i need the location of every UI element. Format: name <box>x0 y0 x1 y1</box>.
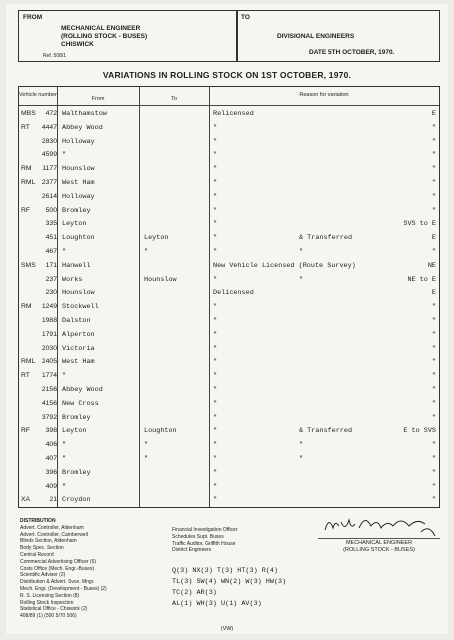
vehicle-number: 2830 <box>41 137 57 145</box>
status-code: " <box>431 482 436 491</box>
reason-text: " <box>213 413 218 422</box>
from-garage: Leyton <box>62 427 87 436</box>
from-garage: Dalston <box>62 317 91 325</box>
reason-text: " <box>213 137 218 146</box>
from-garage: West Ham <box>62 358 95 367</box>
from-label: FROM <box>23 14 43 21</box>
status-code: " <box>431 386 436 394</box>
table-row <box>19 205 439 218</box>
reason-text: " <box>213 123 218 132</box>
vehicle-number: 500 <box>45 206 57 214</box>
to-garage: " <box>144 248 149 256</box>
depot-code-line: TC(2) AR(3) <box>172 589 217 597</box>
distribution-item: R. S. Licensing Section (8) <box>20 592 80 599</box>
from-garage: " <box>62 455 67 463</box>
status-code: E to SVS <box>403 427 436 436</box>
status-code: " <box>431 468 436 477</box>
table-row <box>19 356 439 369</box>
distribution-item: Distribution & Advert. Svce. Mngr. <box>20 579 95 586</box>
status-code: SVS to E <box>403 220 436 229</box>
signatory-title: MECHANICAL ENGINEER <box>345 540 413 546</box>
vehicle-number: 2405 <box>41 358 57 366</box>
from-address <box>61 25 147 49</box>
status-code: NE to E <box>407 275 436 284</box>
status-code: " <box>431 248 436 256</box>
distribution-item: Mech. Engr. (Development - Buses) (2) <box>20 585 107 592</box>
vehicle-class: XA <box>21 496 31 504</box>
from-garage: Croydon <box>62 496 91 505</box>
status-code: " <box>431 496 436 505</box>
vehicle-number: 409 <box>45 482 57 490</box>
transfer-note: & Transferred <box>299 427 353 436</box>
vehicle-class: MBS <box>21 110 36 117</box>
to-garage: Hounslow <box>144 275 177 284</box>
table-row <box>19 467 439 480</box>
vehicle-number: 230 <box>45 289 57 297</box>
to-garage: " <box>144 455 149 463</box>
to-recipient: DIVISIONAL ENGINEERS <box>277 33 355 40</box>
vehicle-number: 1791 <box>41 330 57 338</box>
table-row <box>19 481 439 494</box>
reason-text: " <box>213 165 218 174</box>
document-date: DATE 5TH OCTOBER, 1970. <box>309 49 395 56</box>
table-row <box>19 177 439 190</box>
table-row <box>19 343 439 356</box>
vehicle-class: RF <box>21 206 31 214</box>
distribution-item: Schedules Supt. Buses <box>172 533 224 540</box>
status-code: " <box>431 372 436 381</box>
from-line: MECHANICAL ENGINEER <box>61 25 141 32</box>
status-code: " <box>431 330 436 339</box>
from-garage: Works <box>62 275 83 284</box>
from-garage: " <box>62 248 67 256</box>
vehicle-number: 2377 <box>41 179 57 186</box>
vehicle-number: 4599 <box>41 151 57 159</box>
status-code: " <box>431 413 436 422</box>
to-label: TO <box>241 14 250 21</box>
vehicle-number: 4447 <box>41 123 57 131</box>
vehicle-number: 4156 <box>41 399 57 407</box>
reason-text: Relicensed <box>213 110 254 118</box>
table-row <box>19 494 439 507</box>
reason-text: " <box>213 344 218 353</box>
depot-code-line: Q(3) NX(3) T(3) HT(3) R(4) <box>172 567 279 575</box>
from-garage: " <box>62 372 67 381</box>
transfer-note: " <box>299 455 304 463</box>
from-line: CHISWICK <box>61 41 94 48</box>
table-row <box>19 315 439 328</box>
table-row <box>19 246 439 259</box>
reason-text: " <box>213 358 218 367</box>
reference-number: Ref. 508/1 <box>43 53 67 59</box>
status-code: E <box>431 234 436 243</box>
status-code: " <box>431 123 436 132</box>
distribution-item: Central Record <box>20 551 54 558</box>
distribution-item: Commercial Advertising Officer (6) <box>20 558 97 565</box>
from-box <box>18 10 238 62</box>
status-code: " <box>431 179 436 187</box>
from-garage: Stockwell <box>62 303 99 312</box>
table-row <box>19 287 439 300</box>
status-code: " <box>431 317 436 325</box>
vehicle-class: RML <box>21 179 36 186</box>
footer-mark: (VW) <box>220 626 234 632</box>
vehicle-number: 1988 <box>41 317 57 324</box>
from-garage: Hounslow <box>62 165 95 174</box>
from-garage: " <box>62 482 67 491</box>
transfer-note: & Transferred <box>299 234 353 243</box>
distribution-item: 408/89 (1) (500 5/70 506) <box>20 613 77 620</box>
table-row <box>19 191 439 204</box>
from-garage: Holloway <box>62 137 95 146</box>
distribution-item: Statistical Office - Chiswick (2) <box>20 606 88 613</box>
table-row <box>19 163 439 176</box>
vehicle-number: 467 <box>45 248 57 255</box>
vehicle-class: RM <box>21 165 32 173</box>
table-row <box>19 149 439 162</box>
from-garage: Abbey Wood <box>62 386 103 394</box>
header-divider <box>19 105 439 106</box>
reason-text: " <box>213 441 218 450</box>
status-code: NE <box>427 261 436 270</box>
transfer-note: " <box>299 248 304 256</box>
from-garage: Hanwell <box>62 261 91 270</box>
distribution-item: Advert. Controller, Aldenham <box>20 524 84 531</box>
vehicle-number: 335 <box>45 220 57 228</box>
variations-table <box>18 86 440 508</box>
reason-text: " <box>213 482 218 491</box>
status-code: " <box>431 151 436 160</box>
table-row <box>19 232 439 245</box>
from-garage: " <box>62 441 67 450</box>
reason-text: " <box>213 220 218 229</box>
from-garage: Victoria <box>62 344 95 353</box>
status-code: E <box>431 289 436 298</box>
table-row <box>19 398 439 411</box>
status-code: " <box>431 358 436 367</box>
column-header-from: From <box>91 96 105 102</box>
from-garage: Loughton <box>62 234 95 243</box>
reason-text: " <box>213 206 218 215</box>
depot-codes <box>172 566 286 610</box>
table-row <box>19 218 439 231</box>
transfer-note: " <box>299 441 304 450</box>
from-garage: Walthamstow <box>62 110 107 118</box>
from-garage: Abbey Wood <box>62 123 103 132</box>
signatory <box>318 540 440 554</box>
table-row <box>19 108 439 121</box>
from-line: (ROLLING STOCK - BUSES) <box>61 33 148 40</box>
reason-text: " <box>213 386 218 394</box>
document-title: VARIATIONS IN ROLLING STOCK ON 1ST OCTOBER, 1970. <box>102 70 352 80</box>
transfer-note: " <box>299 275 304 284</box>
vehicle-class: SMS <box>21 261 36 269</box>
vehicle-number: 407 <box>45 455 57 462</box>
distribution-item: Blinds Section, Aldenham <box>20 538 77 545</box>
table-row <box>19 274 439 287</box>
vehicle-number: 2614 <box>41 192 57 200</box>
table-row <box>19 122 439 135</box>
vehicle-class: RML <box>21 358 36 366</box>
from-garage: New Cross <box>62 399 99 408</box>
status-code: " <box>431 455 436 463</box>
distribution-item: Scientific Adviser (2) <box>20 572 66 579</box>
vehicle-class: RF <box>21 427 31 435</box>
distribution-item: Advert. Controller, Camberwell <box>20 531 88 538</box>
to-garage: " <box>144 441 149 450</box>
column-header-reason: Reason for variation <box>299 92 349 98</box>
reason-text: " <box>213 496 218 505</box>
signatory-department: (ROLLING STOCK - BUSES) <box>343 547 415 553</box>
from-garage: Bromley <box>62 206 91 215</box>
depot-code-line: AL(1) WH(3) U(1) AV(3) <box>172 600 262 608</box>
reason-text: " <box>213 248 218 256</box>
vehicle-number: 2156 <box>41 386 57 393</box>
vehicle-number: 171 <box>45 261 57 269</box>
status-code: E <box>431 110 436 118</box>
reason-text: " <box>213 275 218 284</box>
table-row <box>19 453 439 466</box>
status-code: " <box>431 441 436 450</box>
vehicle-number: 1774 <box>41 372 57 380</box>
from-garage: Leyton <box>62 220 87 229</box>
distribution-item: District Engineers <box>172 547 212 554</box>
reason-text: " <box>213 151 218 160</box>
from-garage: Hounslow <box>62 289 95 298</box>
from-garage: Alperton <box>62 330 95 339</box>
reason-text: " <box>213 192 218 201</box>
reason-text: " <box>213 455 218 463</box>
column-header-to: To <box>171 96 177 102</box>
vehicle-number: 396 <box>45 468 57 476</box>
status-code: " <box>431 303 436 312</box>
reason-text: " <box>213 179 218 187</box>
table-row <box>19 384 439 397</box>
reason-text: New Vehicle Licensed (Route Survey) <box>213 261 356 270</box>
reason-text: " <box>213 317 218 325</box>
reason-text: " <box>213 330 218 339</box>
table-row <box>19 329 439 342</box>
table-row <box>19 439 439 452</box>
distribution-heading: DISTRIBUTION <box>20 518 56 524</box>
to-box <box>236 10 440 62</box>
from-garage: " <box>62 151 67 160</box>
status-code: " <box>431 165 436 174</box>
vehicle-number: 398 <box>45 427 57 435</box>
distribution-item: Traffic Auditor, Griffith House <box>172 540 236 547</box>
distribution-item: Body Spec. Section <box>20 545 64 552</box>
vehicle-number: 1177 <box>42 165 57 173</box>
status-code: " <box>431 206 436 215</box>
vehicle-class: RT <box>21 123 30 131</box>
reason-text: " <box>213 372 218 381</box>
reason-text: " <box>213 303 218 312</box>
vehicle-number: 3792 <box>41 413 57 421</box>
handwritten-signature <box>321 510 439 538</box>
distribution-item: Costs Office (Mech. Engr.-Buses) <box>20 565 95 572</box>
from-garage: Bromley <box>62 468 91 477</box>
reason-text: " <box>213 427 218 436</box>
distribution-item: Financial Investigation Officer <box>172 527 238 533</box>
vehicle-number: 472 <box>45 110 57 117</box>
table-row <box>19 370 439 383</box>
status-code: " <box>431 137 436 146</box>
status-code: " <box>431 344 436 353</box>
distribution-list-right <box>172 527 238 554</box>
vehicle-class: RT <box>21 372 30 380</box>
document-page <box>6 4 448 634</box>
table-row <box>19 136 439 149</box>
reason-text: " <box>213 468 218 477</box>
vehicle-number: 237 <box>45 275 57 283</box>
depot-code-line: TL(3) SW(4) WN(2) W(3) HW(3) <box>172 578 287 586</box>
vehicle-class: RM <box>21 303 32 311</box>
from-garage: Holloway <box>62 192 95 201</box>
vehicle-number: 1249 <box>41 303 57 311</box>
vehicle-number: 451 <box>45 234 57 242</box>
reason-text: " <box>213 399 218 408</box>
distribution-list <box>20 518 107 620</box>
from-garage: West Ham <box>62 179 95 187</box>
from-garage: Bromley <box>62 413 91 422</box>
to-garage: Loughton <box>144 427 177 436</box>
table-row <box>19 412 439 425</box>
reason-text: Delicensed <box>213 289 254 298</box>
table-row <box>19 425 439 438</box>
vehicle-number: 21 <box>49 496 57 504</box>
status-code: " <box>431 192 436 201</box>
distribution-item: Rolling Stock Inspection <box>20 599 74 606</box>
reason-text: " <box>213 234 218 243</box>
column-header-vehicle: Vehicle number <box>19 92 57 98</box>
status-code: " <box>431 399 436 408</box>
signature-line <box>318 538 440 539</box>
table-row <box>19 301 439 314</box>
table-row <box>19 260 439 273</box>
vehicle-number: 2030 <box>41 344 57 352</box>
vehicle-number: 406 <box>45 441 57 449</box>
to-garage: Leyton <box>144 234 169 243</box>
